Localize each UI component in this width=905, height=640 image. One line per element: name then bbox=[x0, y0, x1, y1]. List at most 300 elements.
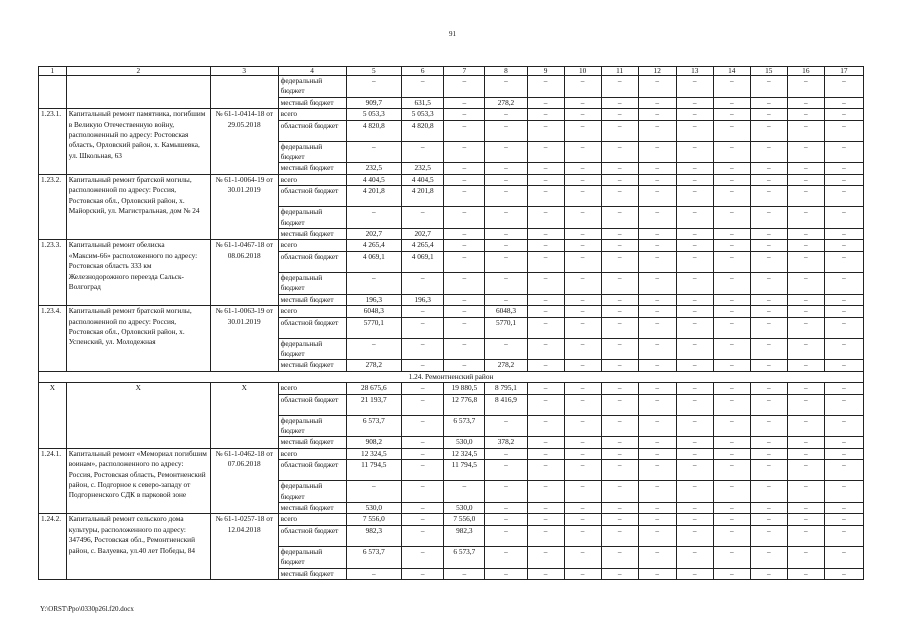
value-cell: – bbox=[787, 383, 824, 394]
value-cell: – bbox=[638, 97, 676, 108]
value-cell: 11 794,5 bbox=[444, 460, 485, 481]
budget-label: федеральный бюджет bbox=[278, 415, 346, 437]
value-cell: 232,5 bbox=[346, 163, 402, 174]
value-cell: 12 324,5 bbox=[444, 448, 485, 459]
value-cell: – bbox=[638, 437, 676, 448]
value-cell: – bbox=[527, 383, 564, 394]
value-cell: – bbox=[527, 502, 564, 513]
section-title: 1.24. Ремонтненский район bbox=[39, 371, 864, 382]
value-cell: – bbox=[444, 306, 485, 317]
value-cell: – bbox=[750, 294, 787, 305]
value-cell: – bbox=[676, 568, 713, 579]
value-cell: – bbox=[787, 294, 824, 305]
value-cell: – bbox=[402, 525, 444, 546]
value-cell: – bbox=[485, 207, 527, 229]
value-cell: – bbox=[444, 76, 485, 98]
value-cell: – bbox=[750, 448, 787, 459]
value-cell: 6048,3 bbox=[346, 306, 402, 317]
value-cell: – bbox=[444, 317, 485, 338]
value-cell: – bbox=[824, 338, 863, 360]
value-cell: – bbox=[564, 514, 601, 525]
value-cell: – bbox=[564, 317, 601, 338]
value-cell: 7 556,0 bbox=[346, 514, 402, 525]
value-cell: – bbox=[564, 174, 601, 185]
value-cell: – bbox=[564, 109, 601, 120]
budget-label: областной бюджет bbox=[278, 251, 346, 272]
value-cell: – bbox=[564, 306, 601, 317]
value-cell: 6 573,7 bbox=[444, 415, 485, 437]
value-cell: – bbox=[527, 306, 564, 317]
value-cell: 378,2 bbox=[485, 437, 527, 448]
budget-label: областной бюджет bbox=[278, 317, 346, 338]
value-cell: – bbox=[676, 383, 713, 394]
value-cell: – bbox=[527, 109, 564, 120]
value-cell: 6048,3 bbox=[485, 306, 527, 317]
value-cell: – bbox=[713, 76, 750, 98]
value-cell: – bbox=[444, 229, 485, 240]
value-cell: – bbox=[527, 97, 564, 108]
value-cell: 530,0 bbox=[444, 502, 485, 513]
value-cell: – bbox=[787, 97, 824, 108]
value-cell: – bbox=[485, 76, 527, 98]
value-cell: – bbox=[601, 76, 638, 98]
budget-label: местный бюджет bbox=[278, 229, 346, 240]
item-name: Капитальный ремонт братской могилы, расположенной по адресу: Россия, Ростовская обл., Орловский район, х. Успенский, ул. Молодежная bbox=[66, 306, 210, 372]
value-cell: – bbox=[787, 448, 824, 459]
value-cell: – bbox=[713, 338, 750, 360]
budget-label: всего bbox=[278, 448, 346, 459]
value-cell: – bbox=[564, 97, 601, 108]
value-cell: – bbox=[787, 76, 824, 98]
value-cell: – bbox=[485, 163, 527, 174]
value-cell: – bbox=[638, 120, 676, 141]
item-doc: № 61-1-0257-18 от 12.04.2018 bbox=[210, 514, 278, 580]
value-cell: – bbox=[601, 514, 638, 525]
value-cell: – bbox=[638, 502, 676, 513]
value-cell: – bbox=[787, 437, 824, 448]
value-cell: – bbox=[402, 502, 444, 513]
value-cell: 19 880,5 bbox=[444, 383, 485, 394]
item-doc: № 61-1-0462-18 от 07.06.2018 bbox=[210, 448, 278, 514]
value-cell: 8 795,1 bbox=[485, 383, 527, 394]
value-cell: 7 556,0 bbox=[444, 514, 485, 525]
value-cell: – bbox=[564, 294, 601, 305]
value-cell: – bbox=[824, 546, 863, 568]
value-cell: – bbox=[787, 229, 824, 240]
value-cell: – bbox=[787, 317, 824, 338]
value-cell: – bbox=[485, 294, 527, 305]
value-cell: – bbox=[564, 186, 601, 207]
column-number: 2 bbox=[66, 67, 210, 76]
value-cell: – bbox=[527, 546, 564, 568]
value-cell: 278,2 bbox=[485, 97, 527, 108]
budget-label: всего bbox=[278, 240, 346, 251]
value-cell: – bbox=[527, 360, 564, 371]
value-cell: 21 193,7 bbox=[346, 394, 402, 415]
value-cell: – bbox=[346, 338, 402, 360]
value-cell: – bbox=[402, 141, 444, 163]
value-cell: 232,5 bbox=[402, 163, 444, 174]
value-cell: – bbox=[485, 141, 527, 163]
value-cell: – bbox=[601, 294, 638, 305]
value-cell: – bbox=[824, 415, 863, 437]
value-cell: – bbox=[750, 207, 787, 229]
value-cell: – bbox=[527, 481, 564, 503]
value-cell: – bbox=[638, 163, 676, 174]
value-cell: – bbox=[564, 272, 601, 294]
value-cell: – bbox=[676, 360, 713, 371]
budget-label: местный бюджет bbox=[278, 437, 346, 448]
value-cell: – bbox=[713, 394, 750, 415]
value-cell: – bbox=[346, 272, 402, 294]
value-cell: – bbox=[750, 141, 787, 163]
item-number-cell bbox=[39, 76, 67, 109]
value-cell: – bbox=[638, 76, 676, 98]
item-number: 1.23.2. bbox=[39, 174, 67, 240]
value-cell: – bbox=[485, 568, 527, 579]
column-number: 6 bbox=[402, 67, 444, 76]
value-cell: – bbox=[676, 415, 713, 437]
value-cell: – bbox=[444, 109, 485, 120]
value-cell: – bbox=[787, 568, 824, 579]
value-cell: – bbox=[676, 272, 713, 294]
value-cell: – bbox=[787, 306, 824, 317]
value-cell: – bbox=[676, 394, 713, 415]
value-cell: – bbox=[527, 437, 564, 448]
value-cell: – bbox=[676, 294, 713, 305]
summary-row bbox=[39, 383, 864, 394]
budget-label: федеральный бюджет bbox=[278, 207, 346, 229]
column-number: 9 bbox=[527, 67, 564, 76]
value-cell: – bbox=[485, 546, 527, 568]
value-cell: 982,3 bbox=[444, 525, 485, 546]
value-cell: – bbox=[787, 272, 824, 294]
value-cell: – bbox=[787, 141, 824, 163]
column-number: 1 bbox=[39, 67, 67, 76]
value-cell: 12 776,8 bbox=[444, 394, 485, 415]
value-cell: – bbox=[713, 514, 750, 525]
value-cell: – bbox=[824, 251, 863, 272]
value-cell: – bbox=[485, 109, 527, 120]
value-cell: 4 069,1 bbox=[402, 251, 444, 272]
value-cell: 6 573,7 bbox=[346, 415, 402, 437]
value-cell: – bbox=[444, 251, 485, 272]
value-cell: – bbox=[713, 141, 750, 163]
value-cell: – bbox=[787, 502, 824, 513]
value-cell: – bbox=[824, 109, 863, 120]
value-cell: – bbox=[750, 186, 787, 207]
value-cell: – bbox=[750, 514, 787, 525]
item-number: 1.23.4. bbox=[39, 306, 67, 372]
value-cell: – bbox=[444, 163, 485, 174]
item-number: 1.24.2. bbox=[39, 514, 67, 580]
value-cell: 202,7 bbox=[346, 229, 402, 240]
value-cell: – bbox=[750, 360, 787, 371]
page-number: 91 bbox=[449, 30, 456, 38]
value-cell: – bbox=[713, 306, 750, 317]
value-cell: – bbox=[824, 394, 863, 415]
value-cell: – bbox=[601, 207, 638, 229]
value-cell: – bbox=[824, 481, 863, 503]
value-cell: – bbox=[676, 448, 713, 459]
value-cell: – bbox=[713, 481, 750, 503]
value-cell: – bbox=[485, 448, 527, 459]
value-cell: – bbox=[402, 437, 444, 448]
value-cell: – bbox=[527, 186, 564, 207]
budget-label: всего bbox=[278, 109, 346, 120]
value-cell: – bbox=[638, 448, 676, 459]
value-cell: 5770,1 bbox=[346, 317, 402, 338]
value-cell: – bbox=[750, 525, 787, 546]
value-cell: – bbox=[638, 207, 676, 229]
value-cell: 6 573,7 bbox=[346, 546, 402, 568]
value-cell: – bbox=[444, 568, 485, 579]
value-cell: – bbox=[750, 415, 787, 437]
value-cell: – bbox=[750, 109, 787, 120]
value-cell: – bbox=[750, 229, 787, 240]
value-cell: – bbox=[444, 97, 485, 108]
value-cell: – bbox=[527, 448, 564, 459]
value-cell: – bbox=[676, 141, 713, 163]
value-cell: – bbox=[564, 394, 601, 415]
value-cell: – bbox=[676, 437, 713, 448]
value-cell: 4 265,4 bbox=[402, 240, 444, 251]
budget-label: федеральный бюджет bbox=[278, 481, 346, 503]
value-cell: – bbox=[444, 207, 485, 229]
value-cell: – bbox=[750, 317, 787, 338]
value-cell: – bbox=[527, 229, 564, 240]
value-cell: – bbox=[601, 163, 638, 174]
item-doc: № 61-1-0064-19 от 30.01.2019 bbox=[210, 174, 278, 240]
value-cell: – bbox=[444, 186, 485, 207]
budget-label: всего bbox=[278, 383, 346, 394]
value-cell: 909,7 bbox=[346, 97, 402, 108]
value-cell: – bbox=[750, 120, 787, 141]
value-cell: – bbox=[444, 481, 485, 503]
value-cell: – bbox=[601, 120, 638, 141]
value-cell: – bbox=[444, 120, 485, 141]
value-cell: – bbox=[824, 460, 863, 481]
value-cell: – bbox=[485, 240, 527, 251]
budget-label: федеральный бюджет bbox=[278, 546, 346, 568]
item-number: 1.23.3. bbox=[39, 240, 67, 306]
value-cell: – bbox=[676, 163, 713, 174]
value-cell: – bbox=[402, 568, 444, 579]
value-cell: – bbox=[564, 383, 601, 394]
value-cell: – bbox=[824, 502, 863, 513]
budget-label: федеральный бюджет bbox=[278, 141, 346, 163]
value-cell: – bbox=[402, 448, 444, 459]
value-cell: – bbox=[527, 240, 564, 251]
value-cell: – bbox=[638, 229, 676, 240]
item-name: Капитальный ремонт сельского дома культуры, расположенного по адресу: 347496, Ростовская обл., Ремонтненский район, с. Валуевка, ул.40 лет Победы, 84 bbox=[66, 514, 210, 580]
value-cell: – bbox=[713, 502, 750, 513]
value-cell: – bbox=[527, 120, 564, 141]
value-cell: – bbox=[444, 272, 485, 294]
value-cell: – bbox=[564, 502, 601, 513]
budget-label: местный бюджет bbox=[278, 97, 346, 108]
value-cell: – bbox=[824, 383, 863, 394]
value-cell: – bbox=[346, 76, 402, 98]
budget-label: местный бюджет bbox=[278, 163, 346, 174]
value-cell: – bbox=[787, 207, 824, 229]
value-cell: – bbox=[824, 437, 863, 448]
value-cell: – bbox=[638, 186, 676, 207]
value-cell: – bbox=[601, 394, 638, 415]
value-cell: – bbox=[713, 437, 750, 448]
value-cell: – bbox=[402, 481, 444, 503]
value-cell: – bbox=[346, 481, 402, 503]
value-cell: – bbox=[676, 481, 713, 503]
table-row bbox=[39, 448, 864, 459]
value-cell: – bbox=[444, 338, 485, 360]
value-cell: – bbox=[564, 251, 601, 272]
value-cell: – bbox=[676, 240, 713, 251]
value-cell: 4 820,8 bbox=[402, 120, 444, 141]
value-cell: – bbox=[676, 109, 713, 120]
value-cell: 28 675,6 bbox=[346, 383, 402, 394]
value-cell: – bbox=[750, 306, 787, 317]
value-cell: – bbox=[444, 240, 485, 251]
value-cell: – bbox=[713, 272, 750, 294]
value-cell: – bbox=[787, 163, 824, 174]
value-cell: – bbox=[824, 240, 863, 251]
value-cell: – bbox=[824, 448, 863, 459]
value-cell: – bbox=[824, 306, 863, 317]
column-number: 17 bbox=[824, 67, 863, 76]
value-cell: – bbox=[638, 174, 676, 185]
value-cell: – bbox=[638, 525, 676, 546]
value-cell: – bbox=[527, 568, 564, 579]
table-row bbox=[39, 174, 864, 185]
value-cell: – bbox=[485, 525, 527, 546]
value-cell: – bbox=[713, 174, 750, 185]
value-cell: – bbox=[402, 460, 444, 481]
item-name-cell bbox=[66, 76, 210, 109]
value-cell: – bbox=[601, 109, 638, 120]
column-number: 15 bbox=[750, 67, 787, 76]
column-number: 8 bbox=[485, 67, 527, 76]
value-cell: – bbox=[601, 525, 638, 546]
value-cell: – bbox=[750, 272, 787, 294]
column-number: 3 bbox=[210, 67, 278, 76]
value-cell: – bbox=[787, 394, 824, 415]
value-cell: – bbox=[638, 514, 676, 525]
value-cell: 6 573,7 bbox=[444, 546, 485, 568]
column-number: 5 bbox=[346, 67, 402, 76]
value-cell: – bbox=[527, 317, 564, 338]
value-cell: – bbox=[750, 546, 787, 568]
value-cell: – bbox=[601, 568, 638, 579]
value-cell: – bbox=[713, 460, 750, 481]
value-cell: – bbox=[676, 338, 713, 360]
value-cell: – bbox=[787, 481, 824, 503]
value-cell: – bbox=[676, 76, 713, 98]
item-name: Капитальный ремонт обелиска «Максим-66» расположенного по адресу: Ростовская область 333 км Железнодорожного переезда Сальск-Волгоград bbox=[66, 240, 210, 306]
value-cell: – bbox=[713, 229, 750, 240]
value-cell: – bbox=[713, 240, 750, 251]
budget-label: всего bbox=[278, 306, 346, 317]
value-cell: 982,3 bbox=[346, 525, 402, 546]
value-cell: – bbox=[485, 338, 527, 360]
value-cell: – bbox=[601, 546, 638, 568]
value-cell: – bbox=[527, 174, 564, 185]
value-cell: – bbox=[527, 141, 564, 163]
value-cell: – bbox=[713, 120, 750, 141]
value-cell: – bbox=[346, 207, 402, 229]
value-cell: – bbox=[601, 502, 638, 513]
value-cell: – bbox=[713, 360, 750, 371]
value-cell: – bbox=[713, 317, 750, 338]
budget-label: областной бюджет bbox=[278, 120, 346, 141]
value-cell: – bbox=[527, 294, 564, 305]
value-cell: – bbox=[485, 174, 527, 185]
value-cell: – bbox=[402, 514, 444, 525]
value-cell: – bbox=[564, 481, 601, 503]
value-cell: – bbox=[564, 207, 601, 229]
value-cell: – bbox=[601, 174, 638, 185]
value-cell: – bbox=[824, 525, 863, 546]
value-cell: – bbox=[750, 338, 787, 360]
value-cell: – bbox=[824, 141, 863, 163]
column-number: 11 bbox=[601, 67, 638, 76]
value-cell: 4 265,4 bbox=[346, 240, 402, 251]
value-cell: – bbox=[824, 186, 863, 207]
value-cell: – bbox=[601, 251, 638, 272]
value-cell: – bbox=[638, 317, 676, 338]
column-number: 13 bbox=[676, 67, 713, 76]
value-cell: – bbox=[676, 97, 713, 108]
item-doc-cell bbox=[210, 76, 278, 109]
header-row bbox=[39, 67, 864, 76]
value-cell: – bbox=[638, 568, 676, 579]
value-cell: – bbox=[638, 394, 676, 415]
value-cell: – bbox=[485, 272, 527, 294]
value-cell: – bbox=[713, 186, 750, 207]
value-cell: 5 053,3 bbox=[346, 109, 402, 120]
value-cell: – bbox=[676, 251, 713, 272]
value-cell: – bbox=[676, 207, 713, 229]
value-cell: – bbox=[601, 481, 638, 503]
value-cell: – bbox=[713, 109, 750, 120]
value-cell: – bbox=[527, 251, 564, 272]
value-cell: 631,5 bbox=[402, 97, 444, 108]
value-cell: – bbox=[601, 437, 638, 448]
table-row bbox=[39, 76, 864, 98]
value-cell: – bbox=[824, 207, 863, 229]
item-number: Х bbox=[39, 383, 67, 449]
value-cell: – bbox=[824, 163, 863, 174]
value-cell: – bbox=[402, 317, 444, 338]
value-cell: – bbox=[444, 294, 485, 305]
value-cell: – bbox=[444, 360, 485, 371]
value-cell: – bbox=[713, 546, 750, 568]
value-cell: – bbox=[601, 317, 638, 338]
value-cell: – bbox=[787, 120, 824, 141]
value-cell: 908,2 bbox=[346, 437, 402, 448]
value-cell: – bbox=[601, 306, 638, 317]
value-cell: – bbox=[564, 76, 601, 98]
value-cell: – bbox=[601, 415, 638, 437]
value-cell: – bbox=[713, 448, 750, 459]
value-cell: – bbox=[638, 109, 676, 120]
value-cell: – bbox=[402, 360, 444, 371]
value-cell: – bbox=[676, 525, 713, 546]
budget-label: местный бюджет bbox=[278, 294, 346, 305]
value-cell: – bbox=[444, 174, 485, 185]
budget-label: областной бюджет bbox=[278, 525, 346, 546]
section-row bbox=[39, 371, 864, 382]
